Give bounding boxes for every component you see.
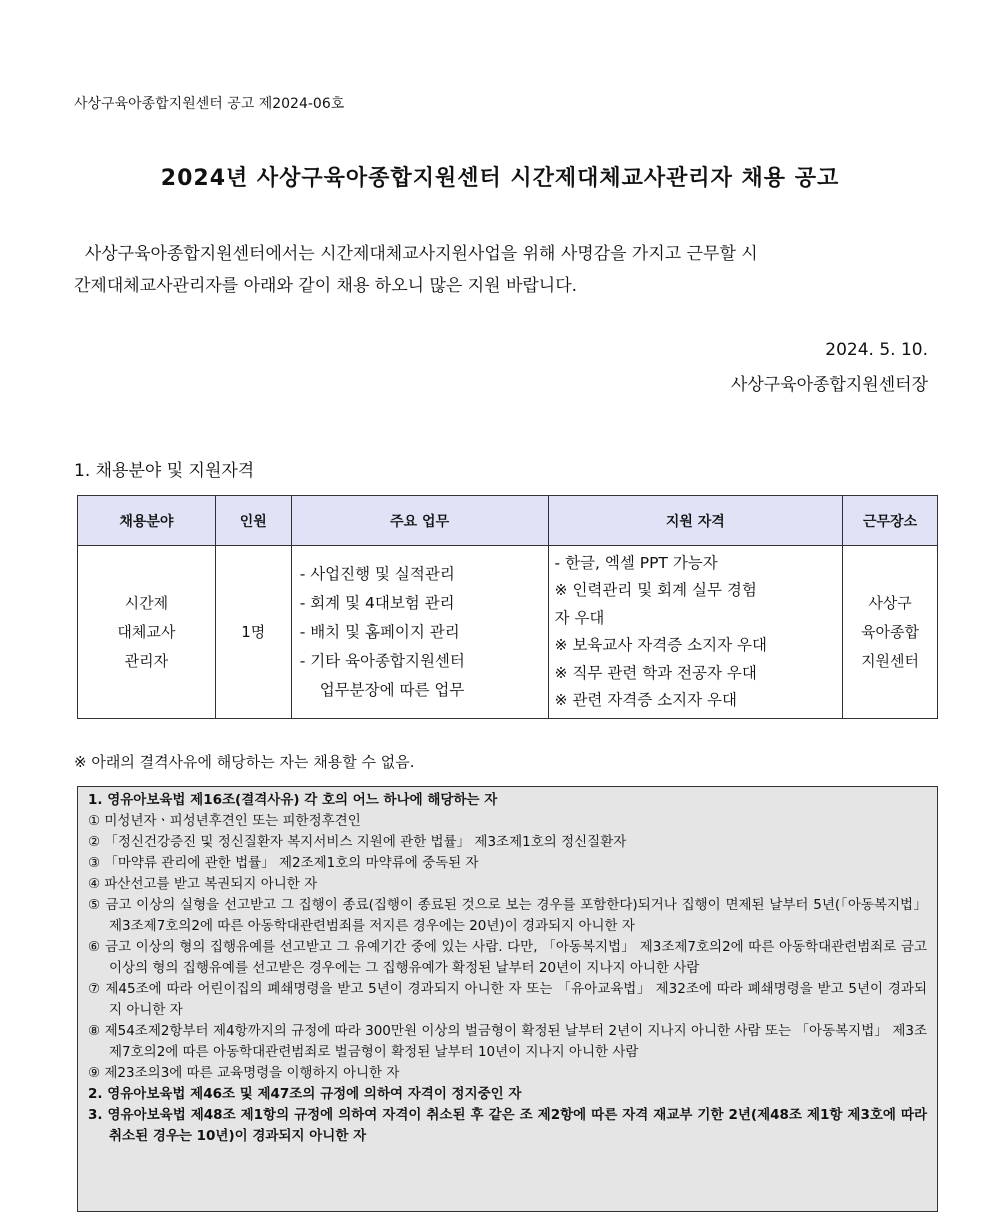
table-row	[78, 546, 938, 719]
disqualification-item: ⑦ 제45조에 따라 어린이집의 폐쇄명령을 받고 5년이 경과되지 아니한 자 또는 「유아교육법」 제32조에 따라 폐쇄명령을 받고 5년이 경과되지 아니한 자	[88, 981, 927, 1018]
header-qualifications: 지원 자격	[548, 496, 843, 546]
cell-location: 사상구 육아종합 지원센터	[843, 546, 938, 719]
duty-item: - 기타 육아종합지원센터	[299, 651, 465, 670]
header-duties: 주요 업무	[291, 496, 548, 546]
disqualification-box	[77, 786, 938, 1212]
duty-item: 업무분장에 따른 업무	[319, 680, 465, 699]
disqualification-heading-3: 3. 영유아보육법 제48조 제1항의 규정에 의하여 자격이 취소된 후 같은 조 제2항에 따른 자격 재교부 기한 2년(제48조 제1항 제3호에 따라 취소된 경우는 10년)이 경과되지 아니한 자	[88, 1107, 927, 1144]
intro-paragraph	[74, 238, 930, 302]
cell-duties	[291, 546, 548, 719]
duty-item: - 회계 및 4대보험 관리	[299, 593, 455, 612]
disqualification-heading-2: 2. 영유아보육법 제46조 및 제47조의 규정에 의하여 자격이 정지중인 자	[88, 1086, 522, 1102]
disqualification-note: ※ 아래의 결격사유에 해당하는 자는 채용할 수 없음.	[74, 753, 415, 771]
intro-line-2: 간제대체교사관리자를 아래와 같이 채용 하오니 많은 지원 바랍니다.	[74, 276, 578, 296]
disqualification-heading-1: 1. 영유아보육법 제16조(결격사유) 각 호의 어느 하나에 해당하는 자	[88, 792, 498, 808]
disqualification-item: ① 미성년자ㆍ피성년후견인 또는 피한정후견인	[88, 813, 361, 829]
disqualification-item: ③ 「마약류 관리에 관한 법률」 제2조제1호의 마약류에 중독된 자	[88, 855, 479, 871]
disqualification-item: ⑥ 금고 이상의 형의 집행유예를 선고받고 그 유예기간 중에 있는 사람. 다만, 「아동복지법」 제3조제7호의2에 따른 아동학대관련범죄로 금고 이상의 형의 집행유예를 선고받은 경우에는 그 집행유예가 확정된 날부터 20년이 지나지 아니한 사람	[88, 939, 927, 976]
qualification-item: ※ 인력관리 및 회계 실무 경험	[554, 581, 757, 599]
disqualification-item: ⑤ 금고 이상의 실형을 선고받고 그 집행이 종료(집행이 종료된 것으로 보는 경우를 포함한다)되거나 집행이 면제된 날부터 5년(「아동복지법」제3조제7호의2에 따른 아동학대관련범죄를 저지른 경우에는 20년)이 경과되지 아니한 자	[88, 897, 927, 934]
qualification-item: ※ 직무 관련 학과 전공자 우대	[554, 663, 757, 682]
qualification-item: ※ 보육교사 자격증 소지자 우대	[554, 636, 767, 654]
cell-qualifications	[548, 546, 843, 719]
cell-field: 시간제 대체교사 관리자	[78, 546, 216, 719]
disqualification-item: ④ 파산선고를 받고 복권되지 아니한 자	[88, 876, 318, 892]
cell-count: 1명	[215, 546, 291, 719]
duty-item: - 배치 및 홈페이지 관리	[299, 622, 460, 641]
duty-item: - 사업진행 및 실적관리	[299, 564, 455, 583]
disqualification-item: ⑧ 제54조제2항부터 제4항까지의 규정에 따라 300만원 이상의 벌금형이 확정된 날부터 2년이 지나지 아니한 사람 또는 「아동복지법」 제3조제7호의2에 따른 아동학대관련범죄로 벌금형이 확정된 날부터 10년이 지나지 아니한 사람	[88, 1023, 927, 1060]
qualification-item: 자 우대	[554, 608, 605, 627]
page-title: 2024년 사상구육아종합지원센터 시간제대체교사관리자 채용 공고	[160, 166, 840, 191]
announcement-date: 2024. 5. 10.	[825, 340, 928, 360]
issuer-name: 사상구육아종합지원센터장	[730, 375, 928, 395]
header-field: 채용분야	[78, 496, 216, 546]
disqualification-item: ⑨ 제23조의3에 따른 교육명령을 이행하지 아니한 자	[88, 1065, 400, 1081]
notice-number: 사상구육아종합지원센터 공고 제2024-06호	[74, 96, 345, 112]
qualification-item: ※ 관련 자격증 소지자 우대	[554, 691, 737, 709]
header-location: 근무장소	[843, 496, 938, 546]
table-header-row	[78, 496, 938, 546]
recruitment-table	[77, 495, 938, 719]
intro-line-1: 사상구육아종합지원센터에서는 시간제대체교사지원사업을 위해 사명감을 가지고 근무할 시	[74, 244, 758, 264]
disqualification-item: ② 「정신건강증진 및 정신질환자 복지서비스 지원에 관한 법률」 제3조제1호의 정신질환자	[88, 834, 627, 850]
qualification-item: - 한글, 엑셀 PPT 가능자	[554, 553, 718, 572]
header-count: 인원	[215, 496, 291, 546]
section-title-recruitment: 1. 채용분야 및 지원자격	[74, 461, 255, 481]
